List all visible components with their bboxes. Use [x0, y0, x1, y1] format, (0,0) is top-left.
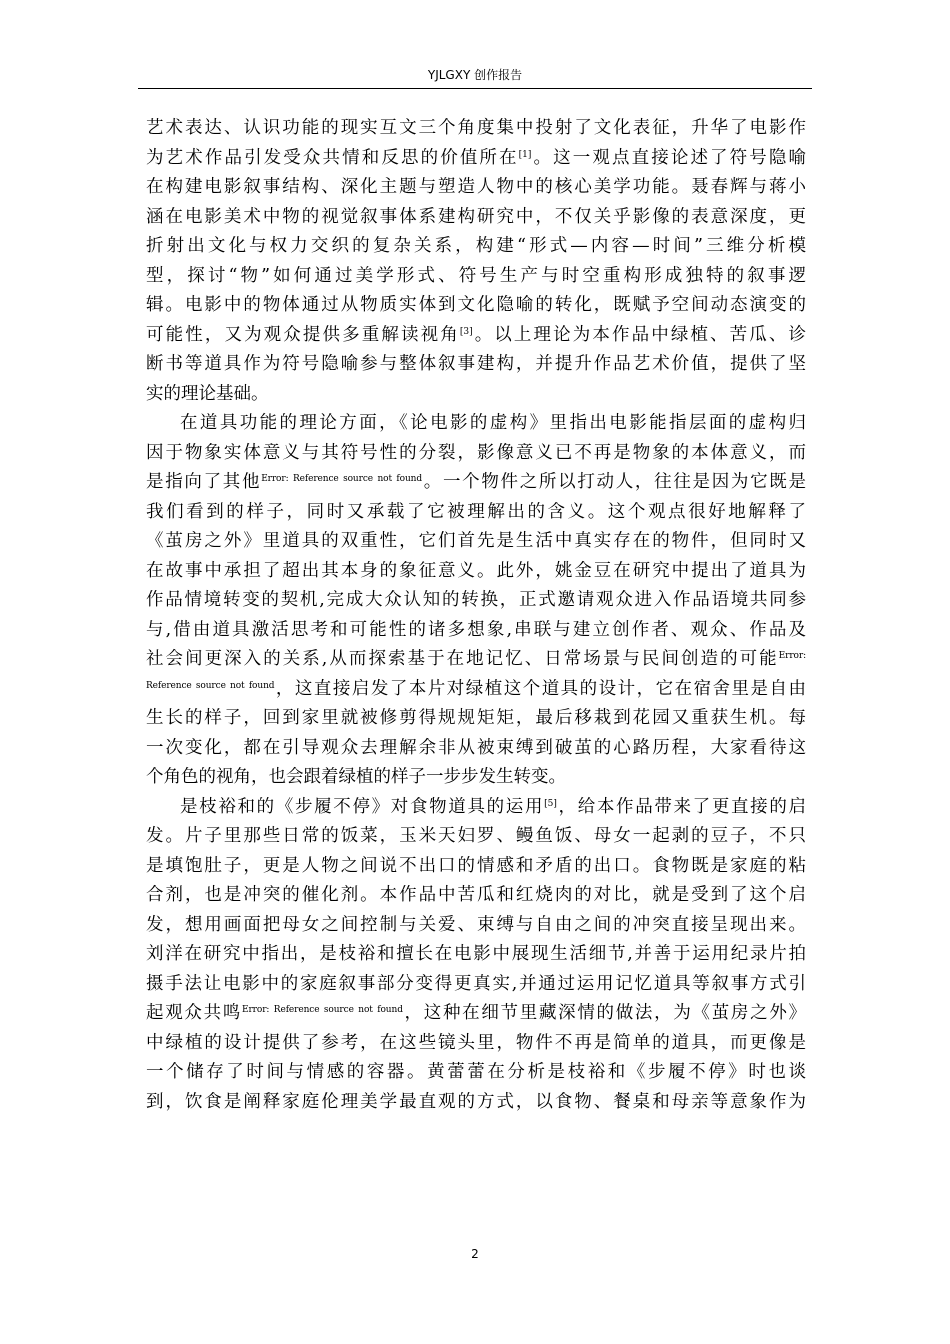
line-text: 生长的样子，回到家里就被修剪得规规矩矩，最后移栽到花园又重获生机。每 [146, 708, 806, 728]
line-text: 辑。电影中的物体通过从物质实体到文化隐喻的转化，既赋予空间动态演变的 [146, 295, 806, 315]
line-text: 到，饮食是阐释家庭伦理美学最直观的方式，以食物、餐桌和母亲等意象作为 [146, 1091, 806, 1112]
text-line [146, 852, 806, 882]
body-text [146, 114, 806, 1117]
text-line [146, 822, 806, 852]
text-line [146, 881, 806, 911]
line-text-after: ，给本作品带来了更直接的启 [556, 796, 806, 817]
line-text-after: 。一个物件之所以打动人，往往是因为它既是 [422, 472, 806, 492]
line-text: 摄手法让电影中的家庭叙事部分变得更真实,并通过运用记忆道具等叙事方式引 [146, 973, 806, 994]
line-text: 是填饱肚子，更是人物之间说不出口的情感和矛盾的出口。食物既是家庭的粘 [146, 855, 806, 876]
text-line [146, 144, 806, 174]
line-text: 因于物象实体意义与其符号性的分裂，影像意义已不再是物象的本体意义，而 [146, 442, 806, 463]
text-line [146, 232, 806, 262]
text-line [146, 557, 806, 587]
line-text: 在构建电影叙事结构、深化主题与塑造人物中的核心美学功能。聂春辉与蒋小 [146, 177, 806, 197]
text-line [146, 468, 806, 498]
line-text: 艺术表达、认识功能的现实互文三个角度集中投射了文化表征，升华了电影作 [146, 118, 806, 138]
text-line [146, 616, 806, 646]
line-text: 合剂，也是冲突的催化剂。本作品中苦瓜和红烧肉的对比，就是受到了这个启 [146, 885, 806, 905]
text-line [146, 704, 806, 734]
line-text: 型，探讨“物”如何通过美学形式、符号生产与时空重构形成独特的叙事逻 [146, 265, 806, 286]
text-line [146, 586, 806, 616]
citation-marker: [1] [518, 149, 532, 160]
line-text: 实的理论基础。 [146, 383, 269, 404]
citation-marker: [3] [459, 326, 473, 337]
line-text: 一次变化，都在引导观众去理解余非从被束缚到破茧的心路历程，大家看待这 [146, 737, 806, 758]
text-line [146, 1029, 806, 1059]
line-text: 中绿植的设计提供了参考，在这些镜头里，物件不再是简单的道具，而更像是 [146, 1032, 806, 1053]
line-text: 起观众共鸣 [146, 1003, 242, 1023]
text-line [146, 999, 806, 1029]
reference-error: Reference source not found [146, 680, 275, 691]
line-text: 在故事中承担了超出其本身的象征意义。此外，姚金豆在研究中提出了道具为 [146, 560, 806, 581]
line-text: 涵在电影美术中物的视觉叙事体系建构研究中，不仅关乎影像的表意深度，更 [146, 206, 806, 227]
text-line [146, 291, 806, 321]
line-text: 个角色的视角，也会跟着绿植的样子一步步发生转变。 [146, 767, 566, 787]
line-text: 是指向了其他 [146, 472, 262, 492]
line-text: 折射出文化与权力交织的复杂关系，构建“形式—内容—时间”三维分析模 [146, 236, 806, 256]
page-header: YJLGXY 创作报告 [427, 68, 523, 82]
text-line [146, 321, 806, 351]
text-line [146, 734, 806, 764]
line-text: 与,借由道具激活思考和可能性的诸多想象,串联与建立创作者、观众、作品及 [146, 619, 806, 640]
text-line [146, 527, 806, 557]
line-text: 发。片子里那些日常的饭菜，玉米天妇罗、鳗鱼饭、母女一起剥的豆子，不只 [146, 826, 806, 846]
text-line [146, 380, 806, 410]
text-line [146, 350, 806, 380]
line-text: 作品情境转变的契机,完成大众认知的转换，正式邀请观众进入作品语境共同参 [146, 590, 806, 610]
text-line [146, 675, 806, 705]
text-line [146, 645, 806, 675]
line-text: 断书等道具作为符号隐喻参与整体叙事建构，并提升作品艺术价值，提供了坚 [146, 354, 806, 374]
line-text: 社会间更深入的关系,从而探索基于在地记忆、日常场景与民间创造的可能 [146, 649, 779, 669]
reference-error: Error: Reference source not found [242, 1005, 403, 1015]
citation-marker: [5] [544, 798, 557, 809]
text-line [146, 439, 806, 469]
page-number: 2 [471, 1247, 479, 1261]
line-text: 发，想用画面把母女之间控制与关爱、束缚与自由之间的冲突直接呈现出来。 [146, 914, 806, 935]
line-text-after: ，这种在细节里藏深情的做法，为《茧房之外》 [402, 1003, 806, 1023]
line-text: 可能性，又为观众提供多重解读视角 [146, 324, 460, 345]
text-line [146, 203, 806, 233]
header-divider [138, 88, 812, 89]
line-text: 为艺术作品引发受众共情和反思的价值所在 [146, 147, 519, 168]
text-line [146, 940, 806, 970]
line-text: 是枝裕和的《步履不停》对食物道具的运用 [180, 796, 545, 817]
text-line [146, 173, 806, 203]
line-text: 刘洋在研究中指出，是枝裕和擅长在电影中展现生活细节,并善于运用纪录片拍 [146, 944, 806, 964]
line-text: 在道具功能的理论方面，《论电影的虚构》里指出电影能指层面的虚构归 [180, 413, 806, 433]
line-text: 一个储存了时间与情感的容器。黄蕾蕾在分析是枝裕和《步履不停》时也谈 [146, 1062, 806, 1082]
text-line [146, 1088, 806, 1118]
line-text-after: ，这直接启发了本片对绿植这个道具的设计，它在宿舍里是自由 [274, 678, 806, 699]
line-text: 我们看到的样子，同时又承载了它被理解出的含义。这个观点很好地解释了 [146, 501, 806, 522]
line-text-after: 。以上理论为本作品中绿植、苦瓜、诊 [472, 324, 806, 345]
line-text-after: 。这一观点直接论述了符号隐喻 [531, 147, 806, 168]
reference-error: Error: [778, 651, 806, 661]
text-line [146, 911, 806, 941]
text-line [146, 763, 806, 793]
text-line [146, 498, 806, 528]
text-line [146, 114, 806, 144]
text-line [146, 793, 806, 823]
line-text: 《茧房之外》里道具的双重性，它们首先是生活中真实存在的物件，但同时又 [146, 531, 806, 551]
text-line [146, 409, 806, 439]
reference-error: Error: Reference source not found [261, 474, 423, 484]
text-line [146, 262, 806, 292]
text-line [146, 1058, 806, 1088]
text-line [146, 970, 806, 1000]
